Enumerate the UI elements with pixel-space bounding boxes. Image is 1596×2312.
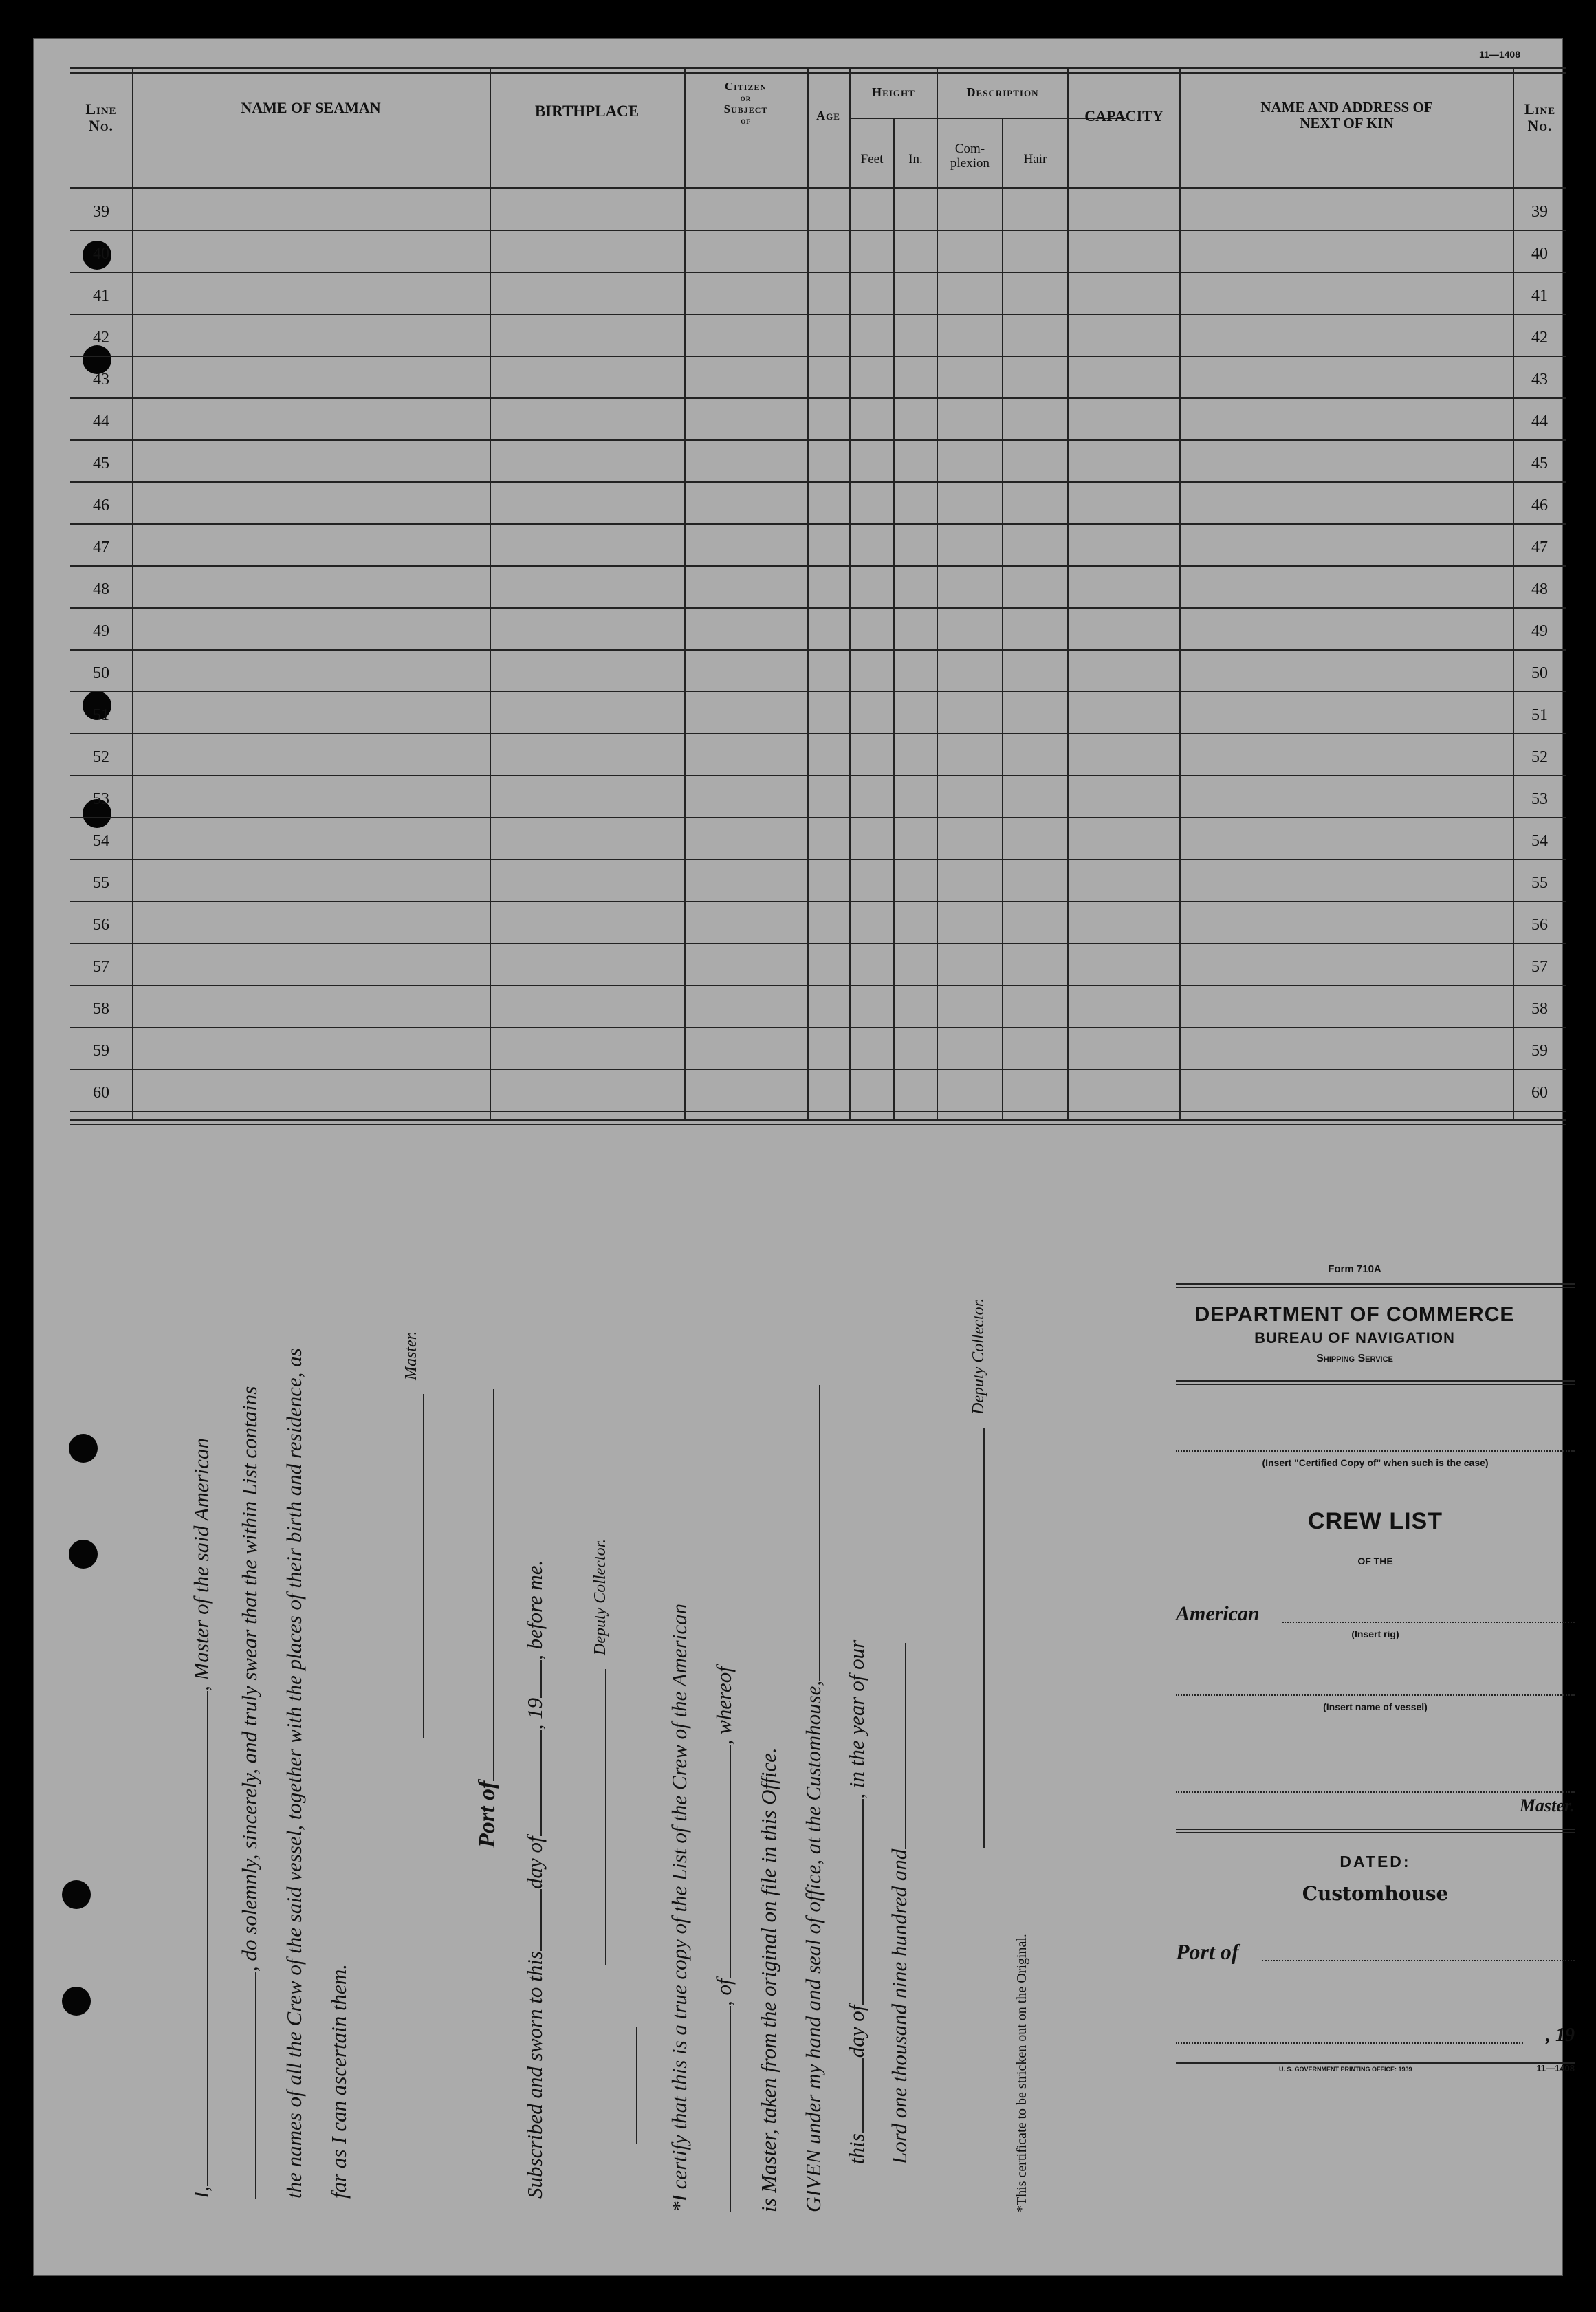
line-number-left: 44 [93,413,109,430]
rig-field [1176,1602,1575,1624]
of-the-label: OF THE [1357,1556,1393,1567]
gpo-imprint: U. S. GOVERNMENT PRINTING OFFICE: 1939 [1279,2066,1412,2073]
line-number-right: 52 [1531,748,1548,766]
table-row-rule [70,523,1566,525]
certificate-line-6: Lord one thousand nine hundred and [887,1643,912,2164]
certificate-line-3: is Master, taken from the original on file in this Office. [756,1747,780,2212]
line-number-left: 58 [93,1000,109,1018]
table-row-rule [70,649,1566,651]
line-number-left: 49 [93,622,109,640]
crew-list-form-page [33,38,1575,2276]
line-number-left: 40 [93,245,109,263]
line-number-left: 42 [93,329,109,347]
american-label: American [1176,1602,1260,1625]
form-code-top: 11—1408 [1479,49,1520,60]
deputy-collector-label-1: Deputy Collector. [591,1538,609,1655]
department-title: DEPARTMENT OF COMMERCE [1194,1303,1515,1326]
line-number-left: 59 [93,1042,109,1060]
line-number-left: 39 [93,203,109,221]
cover-panel [1135,1263,1575,2078]
line-number-left: 47 [93,538,109,556]
line-number-right: 51 [1531,706,1548,724]
header-next-of-kin: NAME AND ADDRESS OF NEXT OF KIN [1260,99,1433,132]
table-row-rule [70,691,1566,692]
table-row-rule [70,607,1566,609]
line-number-right: 43 [1531,371,1548,389]
punch-hole [62,1880,91,1909]
crew-table [70,67,1576,1129]
line-number-left: 45 [93,455,109,472]
line-number-left: 46 [93,497,109,514]
table-row-rule [70,775,1566,776]
header-capacity: CAPACITY [1084,107,1163,124]
insert-certified-note: (Insert "Certified Copy of" when such is the case) [1262,1457,1489,1468]
line-number-right: 46 [1531,497,1548,514]
service-title: Shipping Service [1316,1353,1393,1364]
cover-port-of-label: Port of [1176,1939,1239,1964]
line-number-left: 54 [93,832,109,850]
line-number-left: 52 [93,748,109,766]
line-number-right: 41 [1531,287,1548,305]
line-number-right: 45 [1531,455,1548,472]
line-number-right: 49 [1531,622,1548,640]
line-number-left: 43 [93,371,109,389]
table-row-rule [70,733,1566,734]
table-row-rule [70,272,1566,273]
line-number-right: 42 [1531,329,1548,347]
oath-line-3: the names of all the Crew of the said vessel, together with the places of their birth and residence, as [282,1348,306,2199]
line-number-right: 58 [1531,1000,1548,1018]
line-number-right: 44 [1531,413,1548,430]
line-number-left: 48 [93,580,109,598]
oath-line-1: I,, Master of the said American [189,1437,213,2199]
line-number-right: 60 [1531,1084,1548,1102]
table-row-rule [70,230,1566,231]
line-number-right: 56 [1531,916,1548,934]
header-birthplace: BIRTHPLACE [534,102,640,120]
certificate-line-1: *I certify that this is a true copy of the List of the Crew of the American [667,1603,691,2212]
line-number-left: 60 [93,1084,109,1102]
punch-hole [69,1434,98,1463]
punch-hole [69,1540,98,1569]
table-row-rule [70,859,1566,860]
header-name-of-seaman: NAME OF SEAMAN [241,99,381,116]
punch-hole [62,1987,91,2016]
crew-list-title: CREW LIST [1308,1508,1443,1534]
line-number-right: 40 [1531,245,1548,263]
oath-line-4: far as I can ascertain them. [327,1964,351,2199]
table-row-rule [70,356,1566,357]
line-number-right: 54 [1531,832,1548,850]
table-row-rule [70,901,1566,902]
customhouse-label: Customhouse [1302,1882,1449,1905]
header-description: Description [966,85,1039,99]
certificate-line-5: thisday of, in the year of our [844,1639,868,2164]
bureau-title: BUREAU OF NAVIGATION [1254,1329,1455,1346]
line-number-right: 48 [1531,580,1548,598]
line-number-right: 50 [1531,664,1548,682]
line-number-left: 56 [93,916,109,934]
certificate-footnote: *This certificate to be stricken out on the Original. [1014,1934,1029,2212]
header-complexion: Com- plexion [950,142,990,171]
table-row-rule [70,481,1566,483]
line-number-right: 57 [1531,958,1548,976]
cover-master-label: Master. [1519,1796,1575,1815]
table-row-rule [70,565,1566,567]
insert-rig-note: (Insert rig) [1351,1628,1399,1639]
table-row-rule [70,985,1566,986]
line-number-left: 55 [93,874,109,892]
line-number-right: 53 [1531,790,1548,808]
header-inches: In. [908,152,923,166]
table-row-rule [70,1027,1566,1028]
line-number-right: 59 [1531,1042,1548,1060]
header-line-no-left: Line No. [85,100,117,135]
table-row-rule [70,1069,1566,1070]
certificate-line-2: , of, whereof [712,1666,736,2212]
header-height: Height [872,85,915,99]
line-number-left: 50 [93,664,109,682]
line-number-right: 47 [1531,538,1548,556]
form-number: Form 710A [1328,1263,1381,1275]
header-citizen: Citizen or Subject of [723,80,768,126]
table-row-rule [70,1111,1566,1112]
port-field [1176,1939,1575,1963]
deputy-collector-label-2: Deputy Collector. [970,1298,987,1415]
insert-vessel-note: (Insert name of vessel) [1323,1701,1428,1712]
line-number-left: 41 [93,287,109,305]
table-row-rule [70,817,1566,818]
table-row-rule [70,314,1566,315]
table-row-rule [70,439,1566,441]
date-field [1176,2023,1575,2047]
line-number-left: 51 [93,706,109,724]
table-row-rule [70,397,1566,399]
year-label: , 19 [1546,2025,1575,2046]
oath-certificate-block [151,1195,1045,2226]
master-signature-label: Master. [402,1331,420,1380]
header-age: Age [816,109,840,122]
line-number-right: 55 [1531,874,1548,892]
certificate-line-4: GIVEN under my hand and seal of office, at the Customhouse, [801,1385,826,2212]
line-number-right: 39 [1531,203,1548,221]
table-row-rule [70,943,1566,944]
dated-label: DATED: [1340,1853,1411,1871]
line-number-left: 53 [93,790,109,808]
line-number-left: 57 [93,958,109,976]
port-of-label: Port of [474,1389,501,1848]
header-line-no-right: Line No. [1524,100,1556,135]
oath-line-2: , do solemnly, sincerely, and truly swear that the within List contains [237,1386,262,2199]
header-feet: Feet [860,152,884,166]
subscribed-line: Subscribed and sworn to thisday of, 19, before me. [523,1560,547,2199]
cover-form-code: 11—1408 [1536,2063,1575,2073]
header-hair: Hair [1023,152,1047,166]
